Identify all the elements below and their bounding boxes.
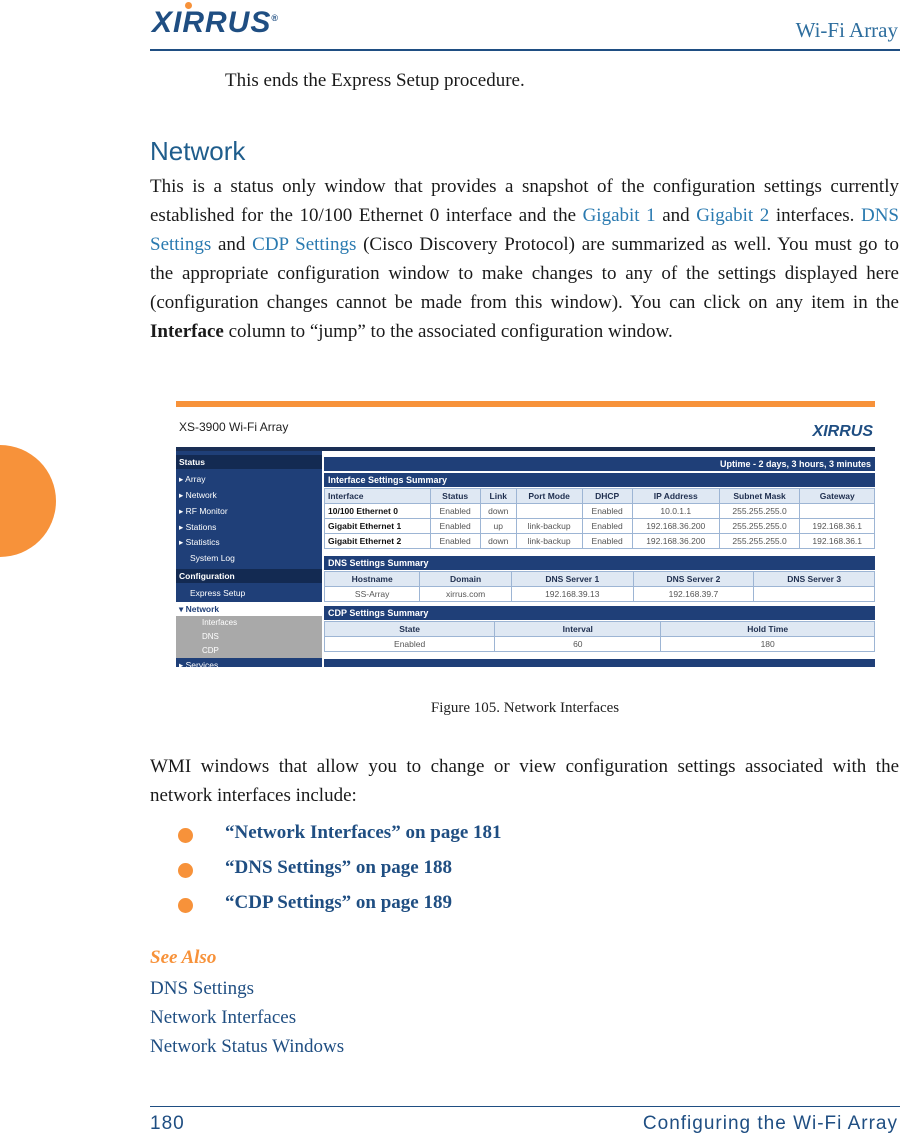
screenshot-main-panel	[324, 451, 875, 667]
table-header-row	[325, 489, 875, 504]
chapter-title: Configuring the Wi-Fi Array	[642, 1113, 898, 1134]
table-row	[325, 519, 875, 534]
cell: 255.255.255.0	[719, 504, 800, 519]
cell: 192.168.39.13	[511, 587, 633, 602]
cell: 60	[495, 637, 661, 652]
col-subnet-mask: Subnet Mask	[719, 489, 800, 504]
bullet-icon	[178, 828, 193, 843]
nav-cdp[interactable]: CDP	[176, 644, 322, 658]
product-name: Wi-Fi Array	[795, 18, 898, 42]
cell: xirrus.com	[420, 587, 512, 602]
table-row	[325, 637, 875, 652]
nav-status[interactable]: Status	[176, 455, 322, 469]
cell: 255.255.255.0	[719, 519, 800, 534]
screenshot-logo: XIRRUS	[812, 423, 873, 440]
col-link: Link	[480, 489, 516, 504]
cell: Enabled	[430, 504, 480, 519]
chapter-tab-marker	[0, 445, 56, 557]
col-interval: Interval	[495, 622, 661, 637]
uptime-text: Uptime - 2 days, 3 hours, 3 minutes	[719, 459, 871, 469]
nav-express-setup[interactable]: Express Setup	[190, 588, 246, 598]
network-interfaces-screenshot	[176, 401, 875, 667]
cell: Enabled	[582, 504, 632, 519]
col-port-mode: Port Mode	[516, 489, 582, 504]
cell: down	[480, 504, 516, 519]
figure-caption: Figure 105. Network Interfaces	[430, 700, 620, 716]
col-dns-server-1: DNS Server 1	[511, 572, 633, 587]
col-domain: Domain	[420, 572, 512, 587]
cell: 192.168.36.200	[632, 519, 719, 534]
cell: link-backup	[516, 534, 582, 549]
footer-rule	[150, 1106, 900, 1107]
cell: 192.168.36.200	[632, 534, 719, 549]
page-number: 180	[150, 1113, 185, 1134]
cell: Enabled	[582, 519, 632, 534]
table-row	[325, 534, 875, 549]
cell	[516, 504, 582, 519]
bullet-icon	[178, 898, 193, 913]
nav-stations[interactable]: ▸ Stations	[179, 522, 217, 532]
col-status: Status	[430, 489, 480, 504]
interface-link[interactable]: 10/100 Ethernet 0	[325, 504, 431, 519]
cdp-summary-table	[324, 621, 875, 652]
cell	[800, 504, 875, 519]
header-rule	[150, 49, 900, 51]
screenshot-top-bar	[176, 401, 875, 407]
nav-network-selected[interactable]: ▾ Network	[176, 602, 322, 616]
section-title: Network	[150, 136, 246, 166]
interface-link[interactable]: Gigabit Ethernet 1	[325, 519, 431, 534]
screenshot-bottom-bar	[324, 659, 875, 667]
nav-configuration[interactable]: Configuration	[176, 569, 322, 583]
cdp-settings-xref[interactable]: “CDP Settings” on page 189	[225, 892, 452, 913]
nav-dns[interactable]: DNS	[176, 630, 322, 644]
table-header-row	[325, 572, 875, 587]
cell: 10.0.1.1	[632, 504, 719, 519]
table-header-row	[325, 622, 875, 637]
dns-summary-table	[324, 571, 875, 602]
nav-interfaces[interactable]: Interfaces	[176, 616, 322, 630]
cdp-settings-link[interactable]: CDP Settings	[252, 234, 357, 255]
screenshot-nav	[176, 451, 322, 667]
screenshot-title: XS-3900 Wi-Fi Array	[179, 420, 289, 434]
cell: 180	[661, 637, 875, 652]
col-state: State	[325, 622, 495, 637]
nav-array[interactable]: ▸ Array	[179, 474, 206, 484]
bullet-icon	[178, 863, 193, 878]
col-gateway: Gateway	[800, 489, 875, 504]
nav-system-log[interactable]: System Log	[190, 553, 235, 563]
gigabit-2-link[interactable]: Gigabit 2	[696, 205, 770, 226]
xirrus-logo: XIRRUS®	[152, 6, 279, 39]
see-also-network-status-link[interactable]: Network Status Windows	[150, 1036, 345, 1057]
gigabit-1-link[interactable]: Gigabit 1	[582, 205, 656, 226]
cell[interactable]: Enabled	[325, 637, 495, 652]
nav-network[interactable]: ▸ Network	[179, 490, 217, 500]
cell: 255.255.255.0	[719, 534, 800, 549]
cell: down	[480, 534, 516, 549]
see-also-heading: See Also	[150, 947, 217, 968]
cell	[754, 587, 875, 602]
cell: up	[480, 519, 516, 534]
nav-statistics[interactable]: ▸ Statistics	[179, 537, 220, 547]
col-hostname: Hostname	[325, 572, 420, 587]
nav-rf-monitor[interactable]: ▸ RF Monitor	[179, 506, 228, 516]
cdp-summary-title: CDP Settings Summary	[324, 606, 875, 620]
uptime-bar	[324, 457, 875, 471]
intro-paragraph: This is a status only window that provides a snapshot of the configuration settings currently established for the 10/100 Ethernet 0 interface and the Gigabit 1 and Gigabit 2 interfaces. DNS Settings and CDP Settings (Cisco Discovery Protocol) are summarized as well. You must go to the appropriate configuration window to make changes to any of the settings displayed here (configuration changes cannot be made from this window). You can click on any item in the Interface column to “jump” to the associated configuration window.	[150, 176, 899, 342]
wmi-paragraph: WMI windows that allow you to change or view configuration settings associated with the network interfaces include:	[150, 756, 899, 806]
table-row	[325, 504, 875, 519]
cell: Enabled	[582, 534, 632, 549]
cell: 192.168.36.1	[800, 519, 875, 534]
cell: Enabled	[430, 519, 480, 534]
cell: link-backup	[516, 519, 582, 534]
cell: 192.168.36.1	[800, 534, 875, 549]
dns-settings-link[interactable]: DNS Settings	[150, 205, 899, 255]
col-dhcp: DHCP	[582, 489, 632, 504]
nav-services[interactable]: ▸ Services	[179, 660, 219, 667]
see-also-dns-link[interactable]: DNS Settings	[150, 978, 254, 999]
interface-summary-title: Interface Settings Summary	[324, 473, 875, 487]
dns-summary-title: DNS Settings Summary	[324, 556, 875, 570]
cell[interactable]: SS-Array	[325, 587, 420, 602]
express-setup-end-text: This ends the Express Setup procedure.	[225, 70, 525, 91]
col-interface: Interface	[325, 489, 431, 504]
col-hold-time: Hold Time	[661, 622, 875, 637]
col-dns-server-3: DNS Server 3	[754, 572, 875, 587]
col-ip-address: IP Address	[632, 489, 719, 504]
cell: 192.168.39.7	[633, 587, 754, 602]
cell: Enabled	[430, 534, 480, 549]
col-dns-server-2: DNS Server 2	[633, 572, 754, 587]
see-also-network-interfaces-link[interactable]: Network Interfaces	[150, 1007, 297, 1028]
dns-settings-xref[interactable]: “DNS Settings” on page 188	[225, 857, 452, 878]
table-row	[325, 587, 875, 602]
interface-link[interactable]: Gigabit Ethernet 2	[325, 534, 431, 549]
network-interfaces-xref[interactable]: “Network Interfaces” on page 181	[225, 822, 502, 843]
interface-summary-table	[324, 488, 875, 549]
